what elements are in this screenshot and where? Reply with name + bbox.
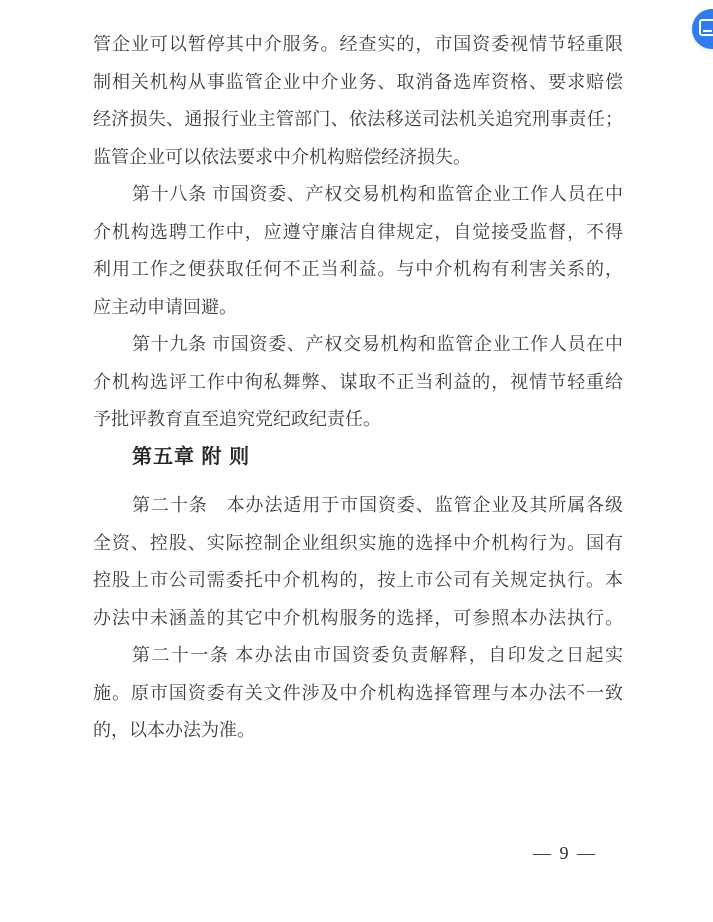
paragraph: [93, 487, 623, 637]
text-line: 全资、控股、实际控制企业组织实施的选择中介机构行为。国有: [93, 532, 623, 553]
text-line: 控股上市公司需委托中介机构的，按上市公司有关规定执行。本: [93, 570, 623, 590]
paragraph: [93, 176, 623, 326]
screenshot-widget-button[interactable]: [692, 9, 713, 49]
text-line: 施。原市国资委有关文件涉及中介机构选择管理与本办法不一致: [93, 682, 623, 703]
text-line: 介机构选评工作中徇私舞弊、谋取不正当利益的，视情节轻重给: [93, 371, 623, 392]
text-line: 予批评教育直至追究党纪政纪责任。: [93, 409, 381, 429]
text-line: 监管企业可以依法要求中介机构赔偿经济损失。: [93, 146, 471, 167]
document-body: [93, 26, 623, 750]
text-line: 第十九条 市国资委、产权交易机构和监管企业工作人员在中: [132, 334, 623, 354]
paragraph: [93, 637, 623, 750]
text-line: 经济损失、通报行业主管部门、依法移送司法机关追究刑事责任；: [93, 109, 623, 129]
text-line: 第二十一条 本办法由市国资委负责解释，自印发之日起实: [132, 645, 623, 665]
text-line: 利用工作之便获取任何不正当利益。与中介机构有利害关系的，: [93, 259, 623, 279]
paragraph: [93, 326, 623, 439]
text-line: 制相关机构从事监管企业中介业务、取消备选库资格、要求赔偿: [93, 71, 623, 92]
text-line: 管企业可以暂停其中介服务。经查实的，市国资委视情节轻重限: [93, 34, 623, 54]
text-line: 第十八条 市国资委、产权交易机构和监管企业工作人员在中: [132, 184, 623, 204]
text-line: 第二十条 本办法适用于市国资委、监管企业及其所属各级: [132, 495, 623, 515]
text-line: 第五章 附 则: [132, 445, 251, 468]
page-number: — 9 —: [533, 843, 597, 863]
text-line: 介机构选聘工作中，应遵守廉洁自律规定，自觉接受监督，不得: [93, 221, 623, 242]
text-line: 的，以本办法为准。: [93, 720, 255, 740]
text-line: 办法中未涵盖的其它中介机构服务的选择，可参照本办法执行。: [93, 607, 623, 628]
chapter-heading: [93, 439, 623, 477]
screenshot-icon: [699, 19, 713, 36]
paragraph: [93, 26, 623, 176]
text-line: 应主动申请回避。: [93, 296, 237, 317]
